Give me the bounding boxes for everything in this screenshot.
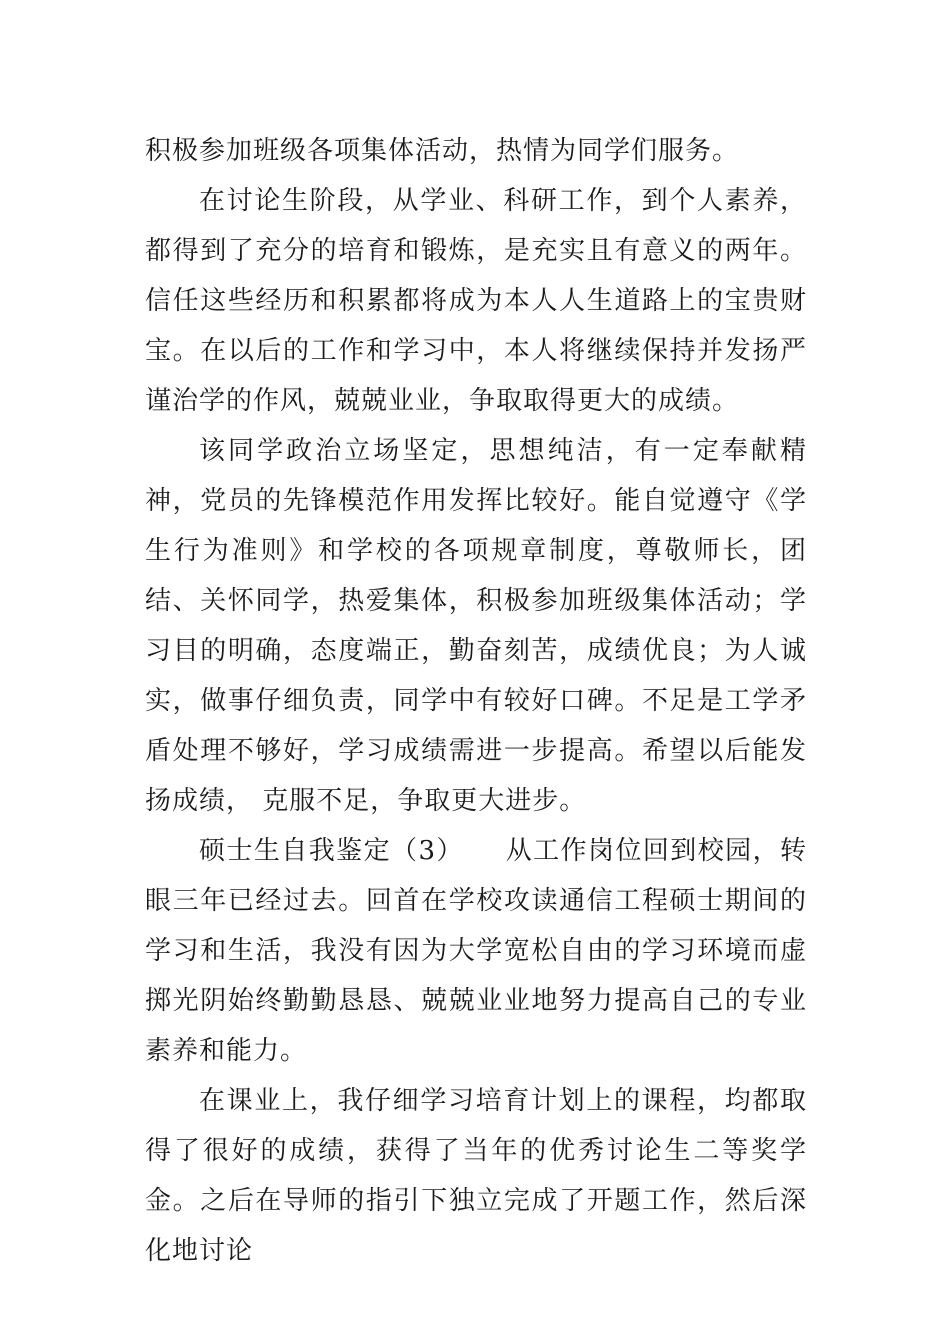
document-body: [145, 126, 807, 1276]
paragraph-evaluation: 该同学政治立场坚定，思想纯洁，有一定奉献精神，党员的先锋模范作用发挥比较好。能自觉遵守《学生行为准则》和学校的各项规章制度，尊敬师长，团结、关怀同学，热爱集体，积极参加班级集体活动；学习目的明确，态度端正，勤奋刻苦，成绩优良；为人诚实，做事仔细负责，同学中有较好口碑。不足是工学矛盾处理不够好，学习成绩需进一步提高。希望以后能发扬成绩， 克服不足，争取更大进步。: [145, 436, 807, 816]
paragraph-postgrad-summary: 在讨论生阶段，从学业、科研工作，到个人素养，都得到了充分的培育和锻炼，是充实且有意义的两年。信任这些经历和积累都将成为本人人生道路上的宝贵财宝。在以后的工作和学习中，本人将继续保持并发扬严谨治学的作风，兢兢业业，争取取得更大的成绩。: [145, 186, 807, 416]
paragraph-coursework: 在课业上，我仔细学习培育计划上的课程，均都取得了很好的成绩，获得了当年的优秀讨论生二等奖学金。之后在导师的指引下独立完成了开题工作，然后深化地讨论: [145, 1086, 807, 1266]
paragraph-self-appraisal-3: 硕士生自我鉴定（3） 从工作岗位回到校园，转眼三年已经过去。回首在学校攻读通信工程硕士期间的学习和生活，我没有因为大学宽松自由的学习环境而虚掷光阴始终勤勤恳恳、兢兢业业地努力提高自己的专业素养和能力。: [145, 836, 807, 1066]
paragraph-continuation: 积极参加班级各项集体活动，热情为同学们服务。: [145, 136, 740, 166]
